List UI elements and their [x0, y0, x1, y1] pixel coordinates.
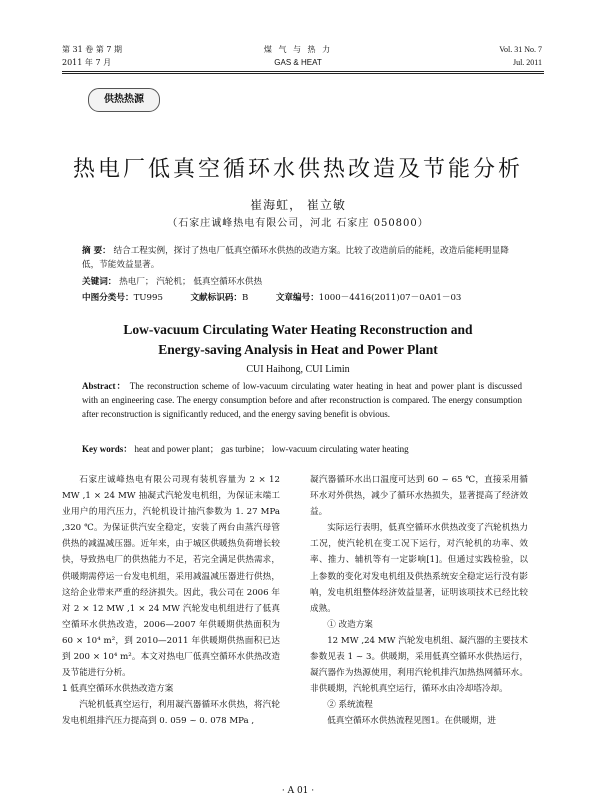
body-paragraph: 汽轮机低真空运行，利用凝汽器循环水供热，将汽轮发电机组排汽压力提高到 0. 059 ~ 0. 078 MPa , — [62, 700, 280, 727]
authors-en: CUI Haihong, CUI Limin — [246, 364, 350, 375]
abstract-en-text: The reconstruction scheme of low-vacuum circulating water heating in heat and power plant is discussed with an engineering case. The energy consumption before and after reconstruction is compared. The energy consumption after reconstruction is significantly reduced, and the energy saving benefit is obvious. — [82, 381, 522, 419]
abstract-cn-text: 结合工程实例，探讨了热电厂低真空循环水供热的改造方案。比较了改造前后的能耗，改造后能耗明显降低，节能效益显著。 — [82, 246, 509, 270]
body-paragraph: 12 MW ,24 MW 汽轮发电机组、凝汽器的主要技术参数见表 1 ~ 3。供暖期，采用低真空循环水供热运行，凝汽器作为热源使用，利用汽轮机排汽加热热网循环水。非供暖期，汽轮机真空运行，循环水由冷却塔冷却。 — [310, 635, 528, 695]
journal-volume: 第 31 卷 第 7 期 — [62, 45, 122, 54]
journal-volume-en: Vol. 31 No. 7 — [499, 45, 542, 54]
subsection-heading: ① 改造方案 — [327, 619, 373, 630]
article-number-value: 1000－4416(2011)07－0A01－03 — [318, 293, 462, 303]
body-paragraph: 低真空循环水供热流程见图1。在供暖期，进 — [327, 716, 496, 727]
doc-code-label: 文献标识码： — [190, 293, 243, 303]
clc-label: 中图分类号： — [82, 293, 134, 303]
classification-line — [82, 291, 522, 305]
header-rule — [62, 71, 544, 72]
keywords-en-text: heat and power plant； gas turbine； low-vacuum circulating water heating — [134, 444, 409, 454]
page-number: · A 01 · — [281, 786, 315, 796]
body-paragraph: 石家庄诚峰热电有限公司现有装机容量为 2 × 12 MW ,1 × 24 MW 抽凝式汽轮发电机组，为保证末端工业用户的用汽压力，汽轮机设计抽汽参数为 1. 27 MPa ,320 ℃。为保证供汽安全稳定，安装了两台由蒸汽母管供热的减温减压器。近年来，由于城区供暖热负荷增长较快，导致热电厂的供热能力不足，若完全满足供热需求，供暖期需停运一台发电机组，采用减温减压器进行供热，这给企业带来严重的经济损失。因此，我公司在 2006 年对 2 × 12 MW ,1 × 24 MW 汽轮发电机组进行了低真空循环水供热改造，2006—2007 年供暖期供热面积为 60 × 10⁴ m²，到 2010—2011 年供暖期供热面积已达到 200 × 10⁴ m²。本文对热电厂低真空循环水供热改造及节能进行分析。 — [62, 475, 280, 679]
article-number-label: 文章编号： — [275, 293, 319, 303]
journal-date: 2011 年 7 月 — [62, 58, 112, 67]
body-paragraph: 实际运行表明，低真空循环水供热改变了汽轮机热力工况，使汽轮机在变工况下运行，对汽轮机的功率、效率、推力、辅机等有一定影响[1]。但通过实践检验，以上参数的变化对发电机组及供热系统安全稳定运行没有影响，发电机组整体经济效益显著，证明该项技术已经比较成熟。 — [310, 523, 528, 614]
affiliation-cn: （石家庄诚峰热电有限公司，河北 石家庄 050800） — [167, 218, 429, 229]
subsection-heading: ② 系统流程 — [327, 700, 373, 711]
abstract-en-label: Abstract： — [82, 381, 127, 391]
clc-value: TU995 — [133, 293, 163, 303]
keywords-cn — [82, 275, 522, 289]
article-title-cn: 热电厂低真空循环水供热改造及节能分析 — [72, 157, 523, 182]
abstract-en — [82, 379, 522, 421]
abstract-cn-label: 摘 要： — [82, 246, 111, 256]
journal-date-en: Jul. 2011 — [512, 58, 542, 67]
keywords-en — [82, 442, 522, 456]
journal-name-cn: 煤 气 与 热 力 — [263, 45, 333, 54]
journal-name-en: GAS & HEAT — [274, 58, 322, 67]
section-heading: 1 低真空循环水供热改造方案 — [62, 684, 174, 695]
body-right-column — [310, 472, 528, 730]
header-rule-thin — [62, 73, 544, 74]
body-left-column — [62, 472, 280, 730]
column-badge: 供热热源 — [88, 88, 160, 112]
keywords-en-label: Key words： — [82, 444, 133, 454]
keywords-cn-text: 热电厂； 汽轮机； 低真空循环水供热 — [119, 277, 263, 287]
article-title-en-line2: Energy-saving Analysis in Heat and Power Plant — [158, 342, 438, 357]
authors-cn: 崔海虹， 崔立敏 — [250, 198, 346, 212]
article-title-en-line1: Low-vacuum Circulating Water Heating Reconstruction and — [123, 322, 473, 337]
doc-code-value: B — [242, 293, 249, 303]
keywords-cn-label: 关键词： — [82, 277, 117, 287]
body-paragraph-continued: 凝汽器循环水出口温度可达到 60 ~ 65 ℃，直接采用循环水对外供热，减少了循环水热损失，显著提高了经济效益。 — [310, 475, 528, 518]
abstract-cn — [82, 244, 522, 272]
